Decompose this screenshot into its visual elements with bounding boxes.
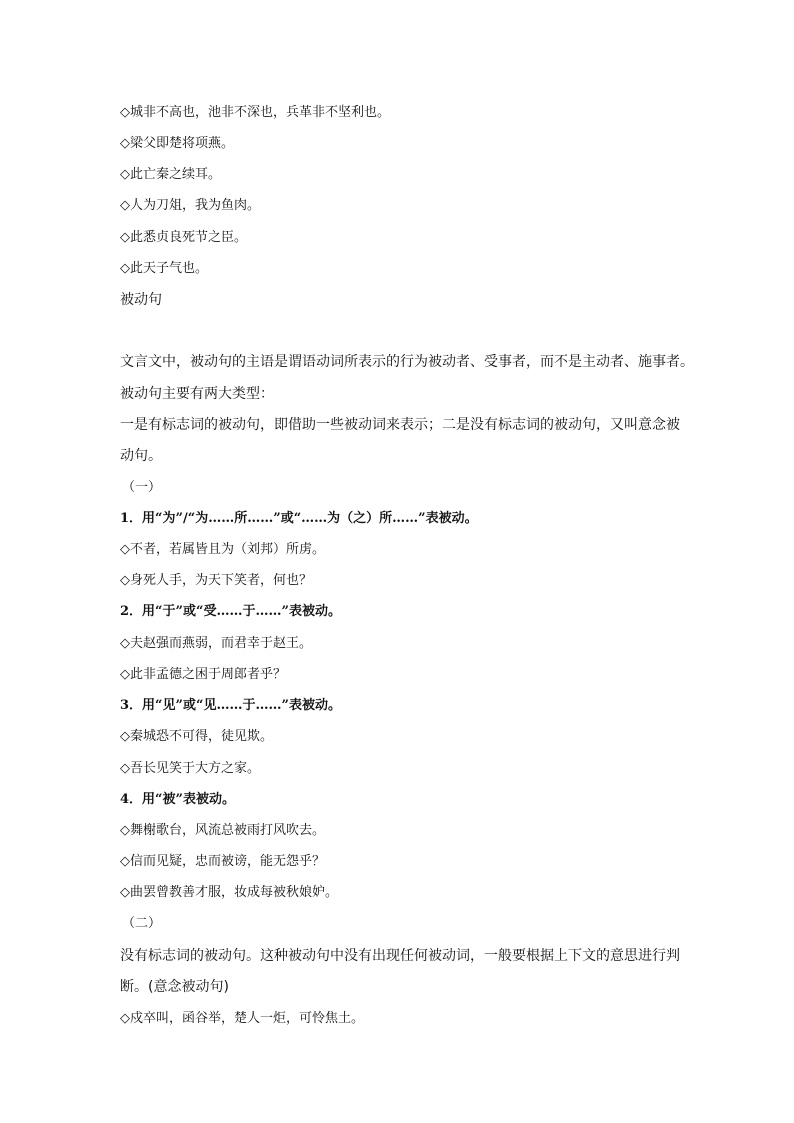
part-label: （二） [122,916,162,931]
example-line: ◇吾长见笑于大方之家。 [120,761,260,776]
example-line: ◇人为刀俎，我为鱼肉。 [120,198,260,213]
example-line: ◇舞榭歌台，风流总被雨打风吹去。 [120,823,325,838]
example-line: ◇戍卒叫，函谷举，楚人一炬，可怜焦土。 [120,1011,364,1026]
example-line: ◇夫赵强而燕弱，而君幸于赵王。 [120,636,312,651]
section-title: 被动句 [120,292,162,308]
part-label: （一） [122,480,162,495]
rule-heading: 3．用“见”或“见……于……”表被动。 [120,698,341,713]
intro-paragraph-line: 被动句主要有两大类型： [120,386,274,402]
example-line: ◇不者，若属皆且为（刘邦）所虏。 [120,542,325,557]
example-line: ◇秦城恐不可得，徒见欺。 [120,729,273,744]
rule-heading: 4．用“被”表被动。 [120,792,236,807]
example-line: ◇此亡秦之续耳。 [120,167,221,182]
example-line: ◇城非不高也，池非不深也，兵革非不坚利也。 [120,105,390,120]
intro-paragraph-line: 一是有标志词的被动句，即借助一些被动词来表示；二是没有标志词的被动句，又叫意念被 [120,417,680,433]
example-line: ◇此天子气也。 [120,261,208,276]
example-line: ◇此非孟德之困于周郎者乎？ [120,667,286,682]
intro-paragraph-line: 文言文中，被动句的主语是谓语动词所表示的行为被动者、受事者，而不是主动者、施事者。 [120,354,694,370]
part-description-line: 断。(意念被动句) [120,979,229,995]
example-line: ◇此悉贞良死节之臣。 [120,230,247,245]
example-line: ◇信而见疑，忠而被谤，能无怨乎？ [120,854,325,869]
rule-heading: 1．用“为”/“为……所……”或“……为（之）所……”表被动。 [120,511,478,526]
example-line: ◇身死人手，为天下笑者，何也？ [120,573,312,588]
example-line: ◇梁父即楚将项燕。 [120,136,234,151]
rule-heading: 2．用“于”或“受……于……”表被动。 [120,604,341,619]
example-line: ◇曲罢曾教善才服，妆成每被秋娘妒。 [120,885,338,900]
part-description-line: 没有标志词的被动句。这种被动句中没有出现任何被动词，一般要根据上下文的意思进行判 [120,948,680,964]
intro-paragraph-line: 动句。 [120,448,162,464]
